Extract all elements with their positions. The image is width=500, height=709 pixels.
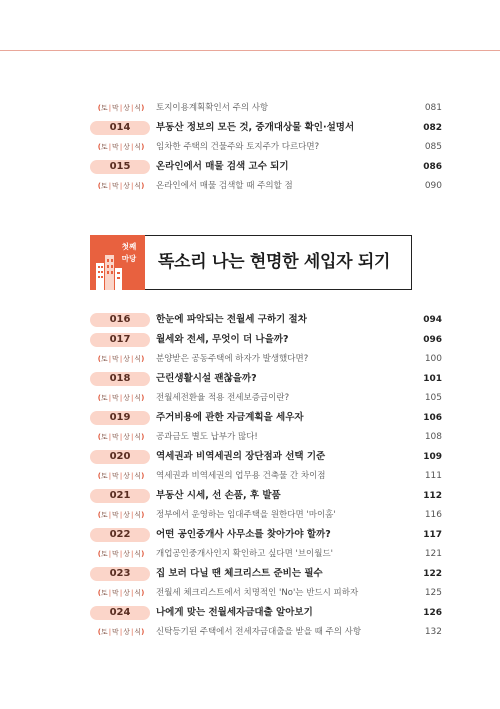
tip-tag-divider: | [130,472,134,480]
tip-tag-char: 상 [123,511,130,519]
section-header [90,235,412,290]
tip-tag-char: 막 [112,394,119,402]
toc-entry [90,121,442,135]
tip-tag-char: 식 [134,394,142,402]
tip-tag-close-bracket: ) [141,550,145,558]
tip-tag-char: 상 [123,628,130,636]
tip-tag-char: 막 [112,550,119,558]
tip-tag-close-bracket: ) [141,394,145,402]
tip-tag [92,101,150,115]
tip-tag-divider: | [108,182,112,190]
tip-tag-char: 상 [123,355,130,363]
tip-tag-divider: | [108,143,112,151]
tip-tag-divider: | [119,628,123,636]
tip-tag-char: 식 [134,182,142,190]
tip-tag-divider: | [119,355,123,363]
tip-tag [92,469,150,483]
tip-tag-divider: | [130,628,134,636]
page-number: 094 [423,315,442,325]
page-number: 082 [423,122,442,133]
tip-title: 역세권과 비역세권의 업무용 건축물 간 차이점 [156,471,326,481]
tip-tag-char: 식 [134,628,142,636]
tip-tag-char: 막 [112,511,119,519]
page-number: 081 [424,103,442,113]
tip-tag-char: 식 [134,550,142,558]
page-number: 116 [424,510,442,520]
toc-tip-entry [90,430,442,444]
tip-tag-char: 식 [134,143,142,151]
tip-tag-close-bracket: ) [141,472,145,480]
section-badge-label [115,241,143,265]
entry-title: 월세와 전세, 무엇이 더 나을까? [156,333,289,345]
tip-tag-divider: | [130,143,134,151]
tip-tag-close-bracket: ) [141,589,145,597]
tip-tag-char: 식 [134,355,142,363]
tip-title: 토지이용계획확인서 주의 사항 [156,103,269,113]
section-badge-line1: 첫째 [121,242,137,251]
tip-tag-open-bracket: ( [97,355,101,363]
tip-tag [92,586,150,600]
tip-tag-open-bracket: ( [97,628,101,636]
chapter-number-pill: 018 [90,372,150,386]
tip-tag [92,547,150,561]
page-number: 111 [424,471,442,481]
tip-tag [92,140,150,154]
tip-tag-divider: | [130,104,134,112]
page-number: 122 [423,568,442,579]
tip-tag [92,179,150,193]
tip-tag-divider: | [108,550,112,558]
chapter-number-pill: 016 [90,313,150,327]
tip-tag-char: 토 [100,143,108,151]
tip-tag-divider: | [108,589,112,597]
tip-tag-char: 토 [100,394,108,402]
tip-title: 분양받은 공동주택에 하자가 발생했다면? [156,354,309,364]
tip-tag-open-bracket: ( [97,394,101,402]
page-number: 096 [423,334,442,345]
chapter-number-pill: 015 [90,160,150,174]
tip-tag-char: 토 [100,433,108,441]
tip-tag-char: 막 [112,143,119,151]
tip-tag-close-bracket: ) [141,433,145,441]
tip-title: 온라인에서 매물 검색할 때 주의할 점 [156,181,293,191]
tip-tag-char: 식 [134,472,142,480]
tip-tag-open-bracket: ( [97,104,101,112]
tip-tag-close-bracket: ) [141,355,145,363]
tip-tag-char: 상 [123,550,130,558]
tip-tag-divider: | [130,550,134,558]
tip-tag-char: 막 [112,355,119,363]
tip-tag-divider: | [108,511,112,519]
tip-tag-char: 상 [123,589,130,597]
tip-tag-divider: | [119,104,123,112]
tip-tag-char: 토 [100,182,108,190]
tip-tag-char: 막 [112,182,119,190]
tip-tag-close-bracket: ) [141,143,145,151]
section-badge-line2: 마당 [121,254,137,263]
tip-tag-char: 식 [134,433,142,441]
tip-tag-divider: | [108,472,112,480]
toc-entry [90,333,442,347]
tip-tag-open-bracket: ( [97,143,101,151]
chapter-number-pill: 022 [90,528,150,542]
tip-tag [92,352,150,366]
top-rule [0,50,500,51]
page-number: 132 [424,627,442,637]
entry-title: 근린생활시설 괜찮을까? [156,372,257,384]
tip-title: 전월세 체크리스트에서 치명적인 'No'는 반드시 피하자 [156,588,359,598]
tip-tag-char: 상 [123,182,130,190]
toc-entry [90,411,442,425]
page-number: 090 [424,181,442,191]
page-number: 105 [424,393,442,403]
entry-title: 온라인에서 매물 검색 고수 되기 [156,160,289,172]
page-number: 085 [424,142,442,152]
tip-tag-divider: | [108,433,112,441]
tip-tag-divider: | [119,589,123,597]
tip-tag-char: 막 [112,472,119,480]
entry-title: 나에게 맞는 전월세자금대출 알아보기 [156,606,313,618]
tip-title: 정부에서 운영하는 임대주택을 원한다면 '마이홈' [156,510,336,520]
tip-tag-close-bracket: ) [141,182,145,190]
toc-tip-entry [90,469,442,483]
page-number: 108 [424,432,442,442]
page-number: 121 [424,549,442,559]
tip-tag-divider: | [108,355,112,363]
tip-tag-open-bracket: ( [97,433,101,441]
chapter-number-pill: 023 [90,567,150,581]
tip-tag-char: 상 [123,394,130,402]
toc-tip-entry [90,625,442,639]
toc-tip-entry [90,179,442,193]
toc-tip-entry [90,352,442,366]
page-number: 109 [423,451,442,462]
tip-title: 신탁등기된 주택에서 전세자금대출을 받을 때 주의 사항 [156,627,362,637]
tip-title: 개업공인중개사인지 확인하고 싶다면 '브이월드' [156,549,334,559]
entry-title: 어떤 공인중개사 사무소를 찾아가야 할까? [156,528,331,540]
tip-tag-close-bracket: ) [141,628,145,636]
toc-entry [90,450,442,464]
tip-tag-open-bracket: ( [97,472,101,480]
tip-tag-char: 식 [134,104,142,112]
toc-entry [90,372,442,386]
tip-title: 전월세전환율 적용 전세보증금이란? [156,393,290,403]
page-number: 125 [424,588,442,598]
tip-tag-char: 상 [123,104,130,112]
tip-tag-char: 토 [100,511,108,519]
tip-tag-divider: | [119,433,123,441]
toc-entry [90,313,442,327]
tip-title: 공과금도 별도 납부가 많다! [156,432,258,442]
chapter-number-pill: 021 [90,489,150,503]
toc-entry [90,160,442,174]
tip-tag-close-bracket: ) [141,511,145,519]
tip-tag [92,508,150,522]
tip-tag-char: 토 [100,104,108,112]
chapter-number-pill: 024 [90,606,150,620]
tip-tag-char: 막 [112,628,119,636]
tip-tag-char: 토 [100,355,108,363]
entry-title: 역세권과 비역세권의 장단점과 선택 기준 [156,450,326,462]
tip-tag-open-bracket: ( [97,589,101,597]
toc-tip-entry [90,140,442,154]
tip-tag-divider: | [108,628,112,636]
tip-tag-divider: | [130,589,134,597]
tip-tag-close-bracket: ) [141,104,145,112]
tip-tag-divider: | [119,143,123,151]
tip-tag-divider: | [108,394,112,402]
toc-entry [90,606,442,620]
page-number: 101 [423,373,442,384]
tip-tag-char: 토 [100,628,108,636]
section-title: 똑소리 나는 현명한 세입자 되기 [158,252,391,272]
tip-tag-char: 막 [112,589,119,597]
tip-tag-divider: | [130,355,134,363]
tip-tag-divider: | [119,511,123,519]
page-number: 106 [423,412,442,423]
tip-tag-divider: | [130,182,134,190]
toc-tip-entry [90,586,442,600]
toc-entry [90,567,442,581]
entry-title: 한눈에 파악되는 전월세 구하기 절차 [156,314,307,325]
tip-tag-divider: | [119,182,123,190]
tip-tag [92,625,150,639]
chapter-number-pill: 020 [90,450,150,464]
tip-tag-char: 막 [112,433,119,441]
toc-tip-entry [90,547,442,561]
tip-tag-divider: | [119,472,123,480]
page-number: 086 [423,161,442,172]
tip-tag-open-bracket: ( [97,182,101,190]
tip-tag-divider: | [108,104,112,112]
entry-title: 부동산 정보의 모든 것, 중개대상물 확인·설명서 [156,121,355,133]
tip-tag-char: 상 [123,433,130,441]
tip-tag-char: 막 [112,104,119,112]
tip-tag-divider: | [130,394,134,402]
toc-tip-entry [90,391,442,405]
entry-title: 주거비용에 관한 자금계획을 세우자 [156,411,304,423]
tip-tag-char: 식 [134,589,142,597]
page-number: 100 [424,354,442,364]
tip-title: 임차한 주택의 건물주와 토지주가 다르다면? [156,142,320,152]
toc-tip-entry [90,101,442,115]
entry-title: 집 보러 다닐 땐 체크리스트 준비는 필수 [156,567,323,579]
tip-tag [92,391,150,405]
toc-entry [90,528,442,542]
section-badge [90,235,145,290]
toc-entry [90,489,442,503]
page-number: 126 [423,607,442,618]
tip-tag-char: 상 [123,143,130,151]
chapter-number-pill: 014 [90,121,150,135]
entry-title: 부동산 시세, 선 손품, 후 발품 [156,489,281,501]
tip-tag-divider: | [130,511,134,519]
toc-tip-entry [90,508,442,522]
page-number: 117 [423,529,442,540]
tip-tag-divider: | [119,394,123,402]
chapter-number-pill: 017 [90,333,150,347]
tip-tag-open-bracket: ( [97,511,101,519]
tip-tag-char: 토 [100,589,108,597]
chapter-number-pill: 019 [90,411,150,425]
tip-tag-divider: | [130,433,134,441]
tip-tag-char: 상 [123,472,130,480]
tip-tag-open-bracket: ( [97,550,101,558]
tip-tag-char: 토 [100,472,108,480]
tip-tag [92,430,150,444]
tip-tag-char: 토 [100,550,108,558]
page-number: 112 [423,490,442,501]
tip-tag-char: 식 [134,511,142,519]
tip-tag-divider: | [119,550,123,558]
